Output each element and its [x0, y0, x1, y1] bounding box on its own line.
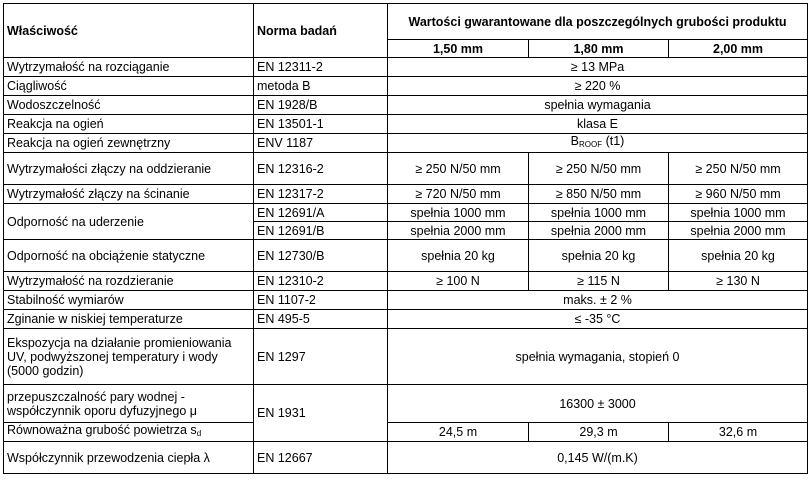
property-name: Reakcja na ogień: [4, 115, 254, 134]
property-name: przepuszczalność pary wodnej - współczynnik oporu dyfuzyjnego μ: [4, 385, 254, 423]
norm-code: EN 12730/B: [254, 240, 388, 272]
value-cell: klasa E: [388, 115, 808, 134]
property-name-main: Równoważna grubość powietrza s: [7, 423, 197, 437]
norm-code: EN 12311-2: [254, 58, 388, 77]
value-cell: ≥ 115 N: [529, 272, 669, 291]
value-subscript: ROOF: [579, 140, 603, 149]
norm-code: EN 12310-2: [254, 272, 388, 291]
value-cell: ≥ 720 N/50 mm: [388, 185, 529, 204]
property-name: Wytrzymałość na rozdzieranie: [4, 272, 254, 291]
table-row: [4, 153, 808, 185]
header-thickness-2: 1,80 mm: [529, 40, 669, 58]
property-name: Odporność na uderzenie: [4, 204, 254, 240]
header-thickness-3: 2,00 mm: [669, 40, 808, 58]
value-cell: spełnia wymagania: [388, 96, 808, 115]
norm-code: EN 13501-1: [254, 115, 388, 134]
property-name: Zginanie w niskiej temperaturze: [4, 310, 254, 329]
value-cell: ≥ 130 N: [669, 272, 808, 291]
norm-code: EN 12317-2: [254, 185, 388, 204]
table-row: [4, 291, 808, 310]
value-cell: 29,3 m: [529, 423, 669, 442]
property-name-subscript: d: [196, 429, 202, 438]
norm-code: ENV 1187: [254, 134, 388, 153]
table-row: [4, 329, 808, 385]
header-values-group: Wartości gwarantowane dla poszczególnych grubości produktu: [388, 4, 808, 40]
property-name: Reakcja na ogień zewnętrzny: [4, 134, 254, 153]
value-cell: 24,5 m: [388, 423, 529, 442]
value-cell: ≥ 250 N/50 mm: [669, 153, 808, 185]
value-cell: 16300 ± 3000: [388, 385, 808, 423]
value-cell: spełnia wymagania, stopień 0: [388, 329, 808, 385]
property-name: Stabilność wymiarów: [4, 291, 254, 310]
property-name: Ekspozycja na działanie promieniowania UV, podwyższonej temperatury i wody (5000 godzin): [4, 329, 254, 385]
value-cell: maks. ± 2 %: [388, 291, 808, 310]
properties-table: [3, 3, 808, 474]
norm-code: EN 1297: [254, 329, 388, 385]
norm-code: EN 1928/B: [254, 96, 388, 115]
value-cell: ≥ 220 %: [388, 77, 808, 96]
property-name: Odporność na obciążenie statyczne: [4, 240, 254, 272]
table-row: [4, 204, 808, 222]
value-cell: spełnia 20 kg: [388, 240, 529, 272]
value-cell: ≤ -35 °C: [388, 310, 808, 329]
property-name: Współczynnik przewodzenia ciepła λ: [4, 442, 254, 474]
property-name: Ciągliwość: [4, 77, 254, 96]
value-cell: ≥ 960 N/50 mm: [669, 185, 808, 204]
value-cell: ≥ 850 N/50 mm: [529, 185, 669, 204]
table-row: [4, 115, 808, 134]
table-row: [4, 77, 808, 96]
norm-code: EN 12691/B: [254, 222, 388, 240]
norm-code: EN 12691/A: [254, 204, 388, 222]
value-cell: spełnia 2000 mm: [529, 222, 669, 240]
value-cell: spełnia 1000 mm: [388, 204, 529, 222]
table-row: [4, 58, 808, 77]
value-tail: (t1): [602, 134, 625, 148]
value-cell: ≥ 100 N: [388, 272, 529, 291]
value-cell: ≥ 250 N/50 mm: [529, 153, 669, 185]
header-norm: Norma badań: [254, 4, 388, 58]
header-thickness-1: 1,50 mm: [388, 40, 529, 58]
value-cell: [388, 134, 808, 153]
table-row: [4, 134, 808, 153]
table-row: [4, 385, 808, 423]
property-name: Wodoszczelność: [4, 96, 254, 115]
norm-code: EN 495-5: [254, 310, 388, 329]
table-row: [4, 240, 808, 272]
property-name: Wytrzymałość na rozciąganie: [4, 58, 254, 77]
property-name: [4, 423, 254, 442]
value-cell: ≥ 250 N/50 mm: [388, 153, 529, 185]
value-cell: spełnia 20 kg: [669, 240, 808, 272]
table-row: [4, 442, 808, 474]
table-row: [4, 185, 808, 204]
value-cell: spełnia 1000 mm: [529, 204, 669, 222]
value-cell: spełnia 2000 mm: [388, 222, 529, 240]
value-cell: 32,6 m: [669, 423, 808, 442]
norm-code: EN 12667: [254, 442, 388, 474]
value-cell: spełnia 20 kg: [529, 240, 669, 272]
value-cell: spełnia 2000 mm: [669, 222, 808, 240]
value-cell: 0,145 W/(m.K): [388, 442, 808, 474]
norm-code: EN 12316-2: [254, 153, 388, 185]
property-name: Wytrzymałość złączy na ścinanie: [4, 185, 254, 204]
table-row: [4, 310, 808, 329]
table-row: [4, 96, 808, 115]
norm-code: EN 1107-2: [254, 291, 388, 310]
value-main: B: [570, 134, 580, 148]
header-property: Właściwość: [4, 4, 254, 58]
value-cell: ≥ 13 MPa: [388, 58, 808, 77]
table-row: [4, 423, 808, 442]
value-cell: spełnia 1000 mm: [669, 204, 808, 222]
table-row: [4, 272, 808, 291]
norm-code: EN 1931: [254, 385, 388, 442]
norm-code: metoda B: [254, 77, 388, 96]
property-name: Wytrzymałości złączy na oddzieranie: [4, 153, 254, 185]
